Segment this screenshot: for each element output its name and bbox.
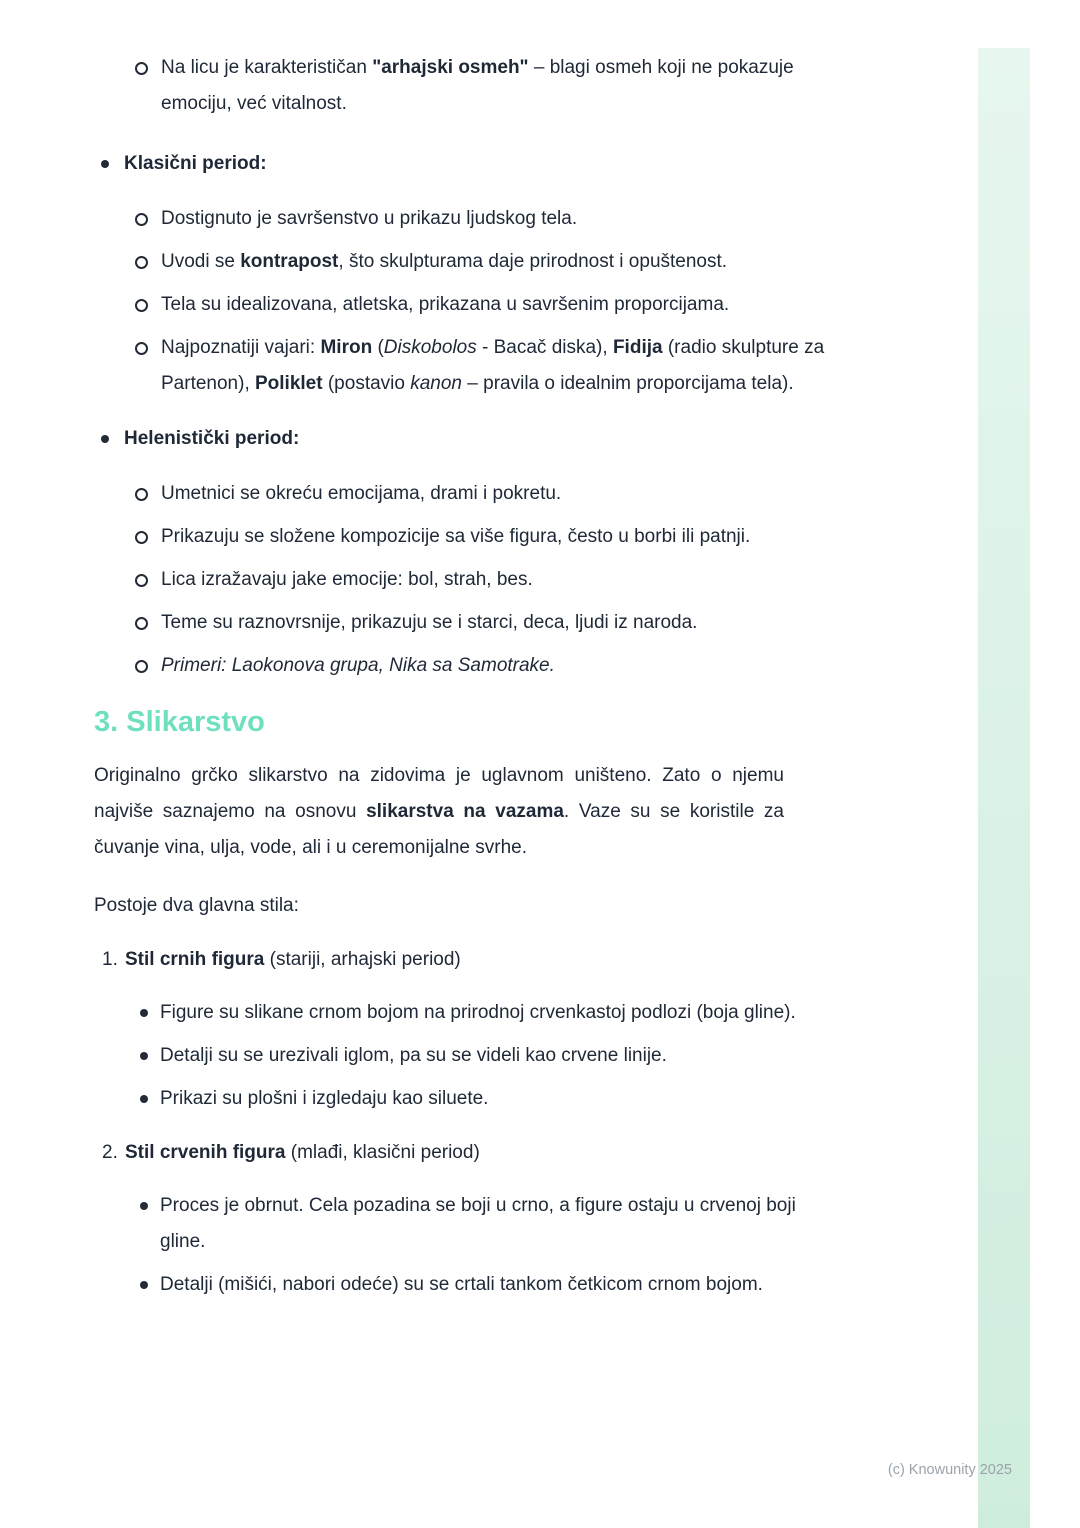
disc-bullet-icon bbox=[101, 160, 109, 168]
list-item bbox=[94, 1188, 834, 1260]
list-item bbox=[94, 605, 834, 641]
list-item bbox=[94, 1081, 834, 1117]
circle-bullet-icon bbox=[135, 617, 148, 630]
list-item-text: Prikazuju se složene kompozicije sa više figura, često u borbi ili patnji. bbox=[161, 526, 751, 547]
classical-period-sublist bbox=[94, 201, 834, 402]
list-item bbox=[94, 146, 834, 182]
body-paragraph: Originalno grčko slikarstvo na zidovima je uglavnom uništeno. Zato o njemu najviše saznajemo na osnovu slikarstva na vazama. Vaze su se koristile za čuvanje vina, ulja, vode, ali i u ceremonijalne svrhe. bbox=[94, 765, 784, 858]
list-item bbox=[94, 330, 834, 402]
circle-bullet-icon bbox=[135, 342, 148, 355]
disc-bullet-icon bbox=[140, 1095, 148, 1103]
section-heading-slikarstvo: 3. Slikarstvo bbox=[94, 706, 265, 738]
list-item bbox=[94, 201, 834, 237]
list-item bbox=[94, 421, 834, 457]
list-item-title: Klasični period: bbox=[124, 153, 267, 174]
disc-bullet-icon bbox=[140, 1052, 148, 1060]
archaic-period-sublist bbox=[94, 50, 834, 122]
list-item bbox=[94, 50, 834, 122]
numbered-list-item bbox=[94, 1135, 834, 1171]
red-figure-sublist bbox=[94, 1188, 834, 1303]
list-item bbox=[94, 287, 834, 323]
list-item-text: Detalji (mišići, nabori odeće) su se crtali tankom četkicom crnom bojom. bbox=[160, 1274, 763, 1295]
circle-bullet-icon bbox=[135, 660, 148, 673]
list-item-text: Na licu je karakterističan "arhajski osmeh" – blagi osmeh koji ne pokazuje emociju, već vitalnost. bbox=[161, 57, 794, 114]
list-item-text: Prikazi su plošni i izgledaju kao siluete. bbox=[160, 1088, 489, 1109]
list-item-text: Najpoznatiji vajari: Miron (Diskobolos - Bacač diska), Fidija (radio skulpture za Partenon), Poliklet (postavio kanon – pravila o idealnim proporcijama tela). bbox=[161, 337, 825, 394]
circle-bullet-icon bbox=[135, 256, 148, 269]
list-item-text: Figure su slikane crnom bojom na prirodnoj crvenkastoj podlozi (boja gline). bbox=[160, 1002, 796, 1023]
list-item-text: Uvodi se kontrapost, što skulpturama daje prirodnost i opuštenost. bbox=[161, 251, 728, 272]
list-item-text: Tela su idealizovana, atletska, prikazana u savršenim proporcijama. bbox=[161, 294, 730, 315]
disc-bullet-icon bbox=[140, 1281, 148, 1289]
list-item-title: Stil crnih figura (stariji, arhajski period) bbox=[125, 949, 461, 970]
circle-bullet-icon bbox=[135, 574, 148, 587]
disc-bullet-icon bbox=[140, 1009, 148, 1017]
list-item bbox=[94, 476, 834, 512]
document-content bbox=[94, 50, 834, 1317]
circle-bullet-icon bbox=[135, 299, 148, 312]
list-item bbox=[94, 1038, 834, 1074]
body-paragraph: Postoje dva glavna stila: bbox=[94, 895, 299, 916]
list-item bbox=[94, 995, 834, 1031]
red-figure-style-section bbox=[94, 1135, 834, 1303]
circle-bullet-icon bbox=[135, 213, 148, 226]
list-item-text: Lica izražavaju jake emocije: bol, strah, bes. bbox=[161, 569, 533, 590]
circle-bullet-icon bbox=[135, 62, 148, 75]
list-item-text: Dostignuto je savršenstvo u prikazu ljudskog tela. bbox=[161, 208, 578, 229]
list-item-text: Detalji su se urezivali iglom, pa su se videli kao crvene linije. bbox=[160, 1045, 667, 1066]
list-number: 1. bbox=[102, 949, 118, 970]
accent-strip-decoration bbox=[978, 48, 1030, 1528]
numbered-list-item bbox=[94, 942, 834, 978]
list-item-title: Stil crvenih figura (mlađi, klasični period) bbox=[125, 1142, 480, 1163]
list-item bbox=[94, 1267, 834, 1303]
list-item-text: Umetnici se okreću emocijama, drami i pokretu. bbox=[161, 483, 562, 504]
circle-bullet-icon bbox=[135, 531, 148, 544]
list-item-text: Teme su raznovrsnije, prikazuju se i starci, deca, ljudi iz naroda. bbox=[161, 612, 698, 633]
hellenistic-period-sublist bbox=[94, 476, 834, 684]
list-number: 2. bbox=[102, 1142, 118, 1163]
list-item-title: Helenistički period: bbox=[124, 428, 300, 449]
list-item-text: Proces je obrnut. Cela pozadina se boji u crno, a figure ostaju u crvenoj boji gline. bbox=[160, 1195, 796, 1252]
black-figure-style-section bbox=[94, 942, 834, 1117]
copyright-text: (c) Knowunity 2025 bbox=[887, 1462, 1012, 1478]
list-item bbox=[94, 244, 834, 280]
list-item bbox=[94, 519, 834, 555]
list-item bbox=[94, 562, 834, 598]
black-figure-sublist bbox=[94, 995, 834, 1117]
list-item-text: Primeri: Laokonova grupa, Nika sa Samotrake. bbox=[161, 655, 555, 676]
disc-bullet-icon bbox=[101, 435, 109, 443]
list-item bbox=[94, 648, 834, 684]
hellenistic-period-section bbox=[94, 421, 834, 684]
classical-period-section bbox=[94, 146, 834, 402]
disc-bullet-icon bbox=[140, 1202, 148, 1210]
circle-bullet-icon bbox=[135, 488, 148, 501]
